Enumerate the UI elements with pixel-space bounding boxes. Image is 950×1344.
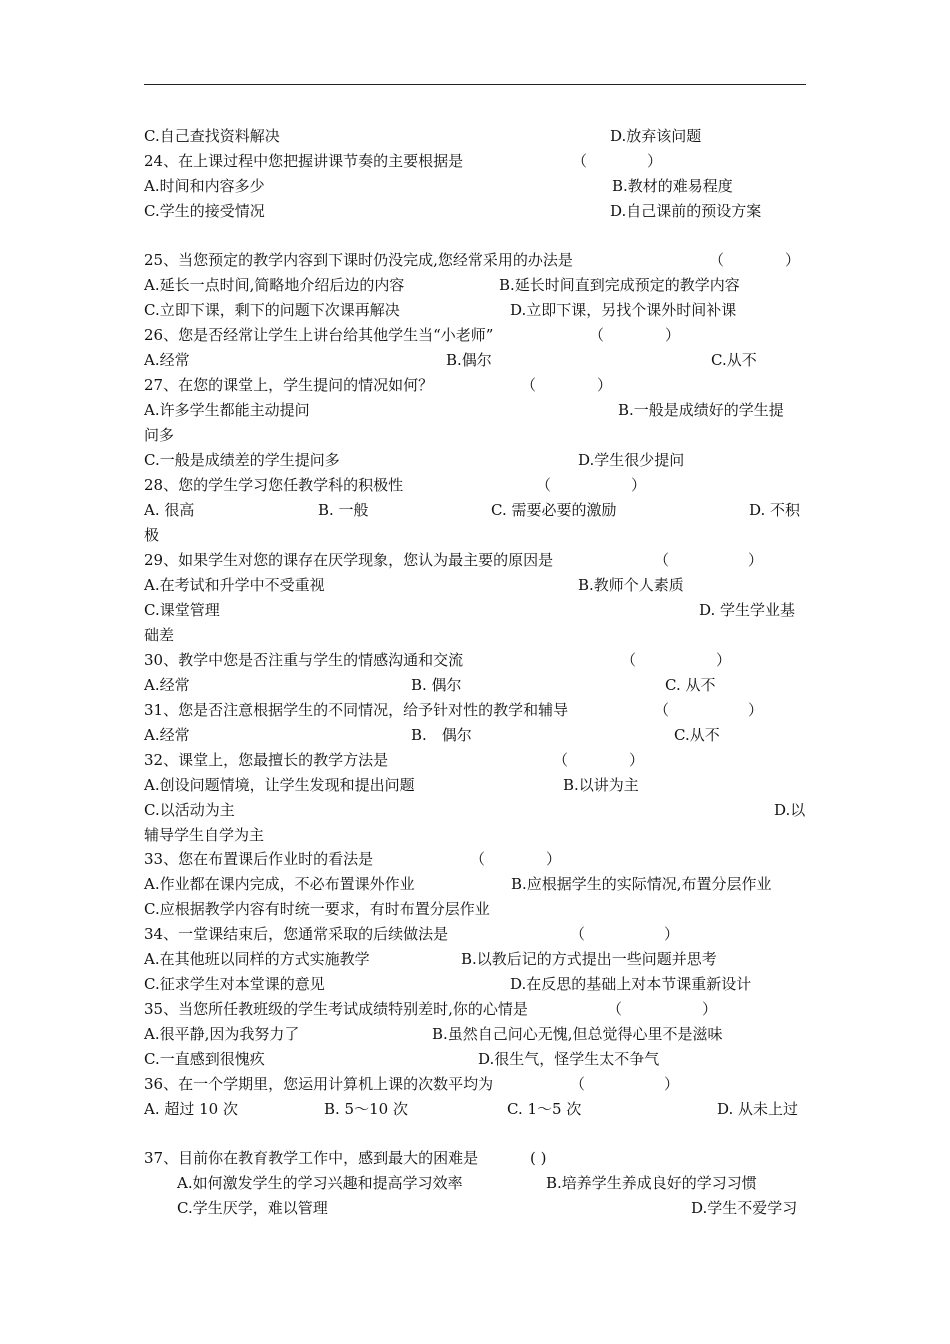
line-text: 34、一堂课结束后，您通常采取的后续做法是	[144, 925, 449, 943]
line-text: A.经常	[144, 676, 190, 694]
line-text: D.在反思的基础上对本节课重新设计	[510, 975, 752, 993]
line-text: C. 需要必要的激励	[491, 501, 617, 519]
line-text: 28、您的学生学习您任教学科的积极性	[144, 476, 404, 494]
line-text: （	[709, 251, 725, 269]
question-line	[144, 774, 806, 796]
line-text: ）	[664, 1075, 680, 1093]
line-text: B.培养学生养成良好的学习习惯	[546, 1174, 757, 1192]
line-text: ）	[629, 751, 645, 769]
question-line	[144, 349, 806, 371]
question-line	[144, 274, 806, 296]
line-text: 37、目前你在教育教学工作中，感到最大的困难是	[144, 1149, 479, 1167]
line-text: （	[521, 376, 537, 394]
line-text: A.许多学生都能主动提问	[144, 401, 310, 419]
question-line	[144, 898, 806, 920]
line-text: ）	[647, 152, 663, 170]
question-line	[144, 824, 806, 846]
question-line	[144, 724, 806, 746]
line-text: C.征求学生对本堂课的意见	[144, 975, 325, 993]
line-text: A.经常	[144, 726, 190, 744]
line-text: B.偶尔	[446, 351, 492, 369]
line-text: D.放弃该问题	[610, 127, 702, 145]
line-text: B. 一般	[318, 501, 369, 519]
question-line	[144, 524, 806, 546]
line-text: B.教师个人素质	[578, 576, 684, 594]
line-text: （	[470, 850, 486, 868]
line-text: 31、您是否注意根据学生的不同情况，给予针对性的教学和辅导	[144, 701, 569, 719]
question-line	[144, 948, 806, 970]
question-line	[144, 649, 806, 671]
line-text: B.一般是成绩好的学生提	[618, 401, 784, 419]
line-text: （	[570, 925, 586, 943]
line-text: 30、教学中您是否注重与学生的情感沟通和交流	[144, 651, 464, 669]
line-text: ）	[785, 251, 801, 269]
question-line	[144, 923, 806, 945]
line-text: （	[607, 1000, 623, 1018]
question-line	[144, 1147, 806, 1169]
line-text: C. 1～5 次	[507, 1100, 582, 1118]
line-text: A.延长一点时间,简略地介绍后边的内容	[144, 276, 405, 294]
line-text: 26、您是否经常让学生上讲台给其他学生当“小老师”	[144, 326, 494, 344]
question-line	[144, 848, 806, 870]
question-line	[144, 424, 806, 446]
line-text: ）	[631, 476, 647, 494]
line-text: B.教材的难易程度	[612, 177, 733, 195]
line-text: A.时间和内容多少	[144, 177, 265, 195]
line-text: C. 从不	[665, 676, 716, 694]
question-line	[144, 175, 806, 197]
question-line	[144, 399, 806, 421]
line-text: 础差	[144, 626, 175, 644]
line-text: D. 学生学业基	[699, 601, 796, 619]
line-text: （	[589, 326, 605, 344]
line-text: 33、您在布置课后作业时的看法是	[144, 850, 374, 868]
question-line	[144, 574, 806, 596]
line-text: B.以讲为主	[563, 776, 639, 794]
line-text: A. 超过 10 次	[144, 1100, 238, 1118]
line-text: （	[621, 651, 637, 669]
line-text: A.在考试和升学中不受重视	[144, 576, 325, 594]
line-text: （	[536, 476, 552, 494]
line-text: C.课堂管理	[144, 601, 220, 619]
line-text: ）	[748, 701, 764, 719]
line-text: B.延长时间直到完成预定的教学内容	[499, 276, 740, 294]
line-text: ）	[716, 651, 732, 669]
line-text: B.虽然自己问心无愧,但总觉得心里不是滋味	[432, 1025, 723, 1043]
line-text: C.以活动为主	[144, 801, 235, 819]
line-text: B.应根据学生的实际情况,布置分层作业	[511, 875, 772, 893]
line-text: （	[572, 152, 588, 170]
line-text: C.自己查找资料解决	[144, 127, 280, 145]
line-text: A.在其他班以同样的方式实施教学	[144, 950, 370, 968]
question-line	[144, 549, 806, 571]
line-text: D. 不积	[749, 501, 801, 519]
line-text: 25、当您预定的教学内容到下课时仍没完成,您经常采用的办法是	[144, 251, 573, 269]
question-line	[144, 374, 806, 396]
line-text: ）	[597, 376, 613, 394]
line-text: 辅导学生自学为主	[144, 826, 265, 844]
line-text: ）	[546, 850, 562, 868]
line-text: 问多	[144, 426, 175, 444]
question-line	[144, 599, 806, 621]
line-text: （	[570, 1075, 586, 1093]
line-text: （	[654, 701, 670, 719]
question-line	[144, 449, 806, 471]
line-text: B.以教后记的方式提出一些问题并思考	[461, 950, 717, 968]
question-line	[144, 200, 806, 222]
line-text: （	[553, 751, 569, 769]
question-line	[144, 150, 806, 172]
question-line	[144, 973, 806, 995]
question-line	[144, 674, 806, 696]
line-text: 36、在一个学期里，您运用计算机上课的次数平均为	[144, 1075, 494, 1093]
question-line	[144, 474, 806, 496]
question-line	[144, 1098, 806, 1120]
line-text: （	[654, 551, 670, 569]
question-line	[144, 1073, 806, 1095]
line-text: D.学生不爱学习	[691, 1199, 798, 1217]
line-text: ( )	[530, 1149, 547, 1167]
line-text: C.应根据教学内容有时统一要求，有时布置分层作业	[144, 900, 490, 918]
line-text: ）	[702, 1000, 718, 1018]
line-text: ）	[665, 326, 681, 344]
line-text: A.经常	[144, 351, 190, 369]
line-text: A.作业都在课内完成，不必布置课外作业	[144, 875, 415, 893]
question-line	[144, 299, 806, 321]
question-line	[144, 799, 806, 821]
question-line	[144, 125, 806, 147]
line-text: 27、在您的课堂上，学生提问的情况如何？	[144, 376, 434, 394]
line-text: D.自己课前的预设方案	[610, 202, 762, 220]
line-text: A.创设问题情境，让学生发现和提出问题	[144, 776, 415, 794]
question-line	[144, 324, 806, 346]
line-text: B. 5～10 次	[324, 1100, 408, 1118]
line-text: 32、课堂上，您最擅长的教学方法是	[144, 751, 389, 769]
line-text: D. 从未上过	[717, 1100, 799, 1118]
line-text: D.学生很少提问	[578, 451, 685, 469]
line-text: C.立即下课，剩下的问题下次课再解决	[144, 301, 400, 319]
line-text: 29、如果学生对您的课存在厌学现象，您认为最主要的原因是	[144, 551, 554, 569]
line-text: 35、当您所任教班级的学生考试成绩特别差时,你的心情是	[144, 1000, 528, 1018]
question-line	[144, 873, 806, 895]
line-text: C.学生的接受情况	[144, 202, 265, 220]
line-text: B. 偶尔	[411, 726, 472, 744]
line-text: ）	[748, 551, 764, 569]
question-line	[144, 249, 806, 271]
line-text: A.很平静,因为我努力了	[144, 1025, 300, 1043]
line-text: B. 偶尔	[411, 676, 462, 694]
line-text: 24、在上课过程中您把握讲课节奏的主要根据是	[144, 152, 464, 170]
question-line	[177, 1172, 806, 1194]
line-text: ）	[664, 925, 680, 943]
question-line	[177, 1197, 806, 1219]
line-text: A. 很高	[144, 501, 195, 519]
line-text: C.从不	[711, 351, 757, 369]
line-text: D.很生气，怪学生太不争气	[478, 1050, 660, 1068]
line-text: C.从不	[674, 726, 720, 744]
question-line	[144, 998, 806, 1020]
question-line	[144, 1023, 806, 1045]
line-text: C.一直感到很愧疚	[144, 1050, 265, 1068]
line-text: 极	[144, 526, 160, 544]
question-line	[144, 699, 806, 721]
question-line	[144, 624, 806, 646]
line-text: A.如何激发学生的学习兴趣和提高学习效率	[177, 1174, 463, 1192]
question-line	[144, 499, 806, 521]
line-text: D.以	[774, 801, 806, 819]
header-rule	[144, 84, 806, 85]
question-line	[144, 1048, 806, 1070]
line-text: C.学生厌学，难以管理	[177, 1199, 328, 1217]
line-text: C.一般是成绩差的学生提问多	[144, 451, 340, 469]
question-line	[144, 749, 806, 771]
line-text: D.立即下课，另找个课外时间补课	[510, 301, 737, 319]
